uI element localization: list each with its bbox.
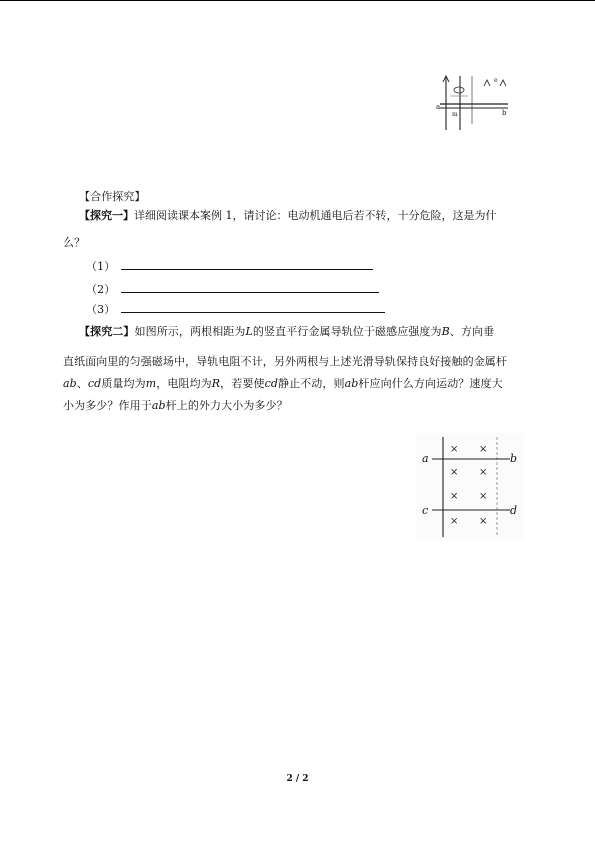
fig2-label-a: a [422,452,429,465]
fig2-label-d: d [510,504,518,517]
fig2-label-b: b [510,452,518,465]
q2-text: 如图所示，两根相距为 [134,325,246,338]
field-cross: × [479,491,488,502]
page-top-border [0,0,595,1]
q2-var-L: L [245,325,253,338]
q2-var-cd: cd [264,377,278,390]
question-1-tag: 【探究一】 [79,209,134,222]
q2-var-ab: ab [151,399,166,412]
q2-var-B: B [441,325,450,338]
q2-text: 静止不动，则 [277,377,345,390]
q2-var-R: R [211,377,221,390]
question-2-line3 [63,375,503,391]
question-1-text-line1: 详细阅读课本案例 1，请讨论：电动机通电后若不转，十分危险，这是为什 [134,209,497,222]
question-2-line4 [63,397,288,413]
page-number: 2 / 2 [286,774,309,784]
fig1-label-m: m [452,111,458,118]
q2-text: 小为多少？作用于 [63,399,152,412]
fig1-label-a: a [436,103,441,111]
question-1-text-line2: 么？ [63,236,86,249]
question-2-line1 [79,323,494,339]
q2-text: 质量均为 [101,377,146,390]
field-cross: × [450,467,459,478]
question-1 [63,206,533,226]
answer-label-3: （3） [86,303,116,316]
q2-var-m: m [145,377,157,390]
answer-line-2 [86,281,379,297]
q2-text: ，若要使 [220,377,265,390]
question-2-line2: 直纸面向里的匀强磁场中，导轨电阻不计，另外两根与上述光滑导轨保持良好接触的金属杆 [63,355,507,368]
answer-blank-3[interactable] [121,302,385,313]
field-cross: × [450,516,459,527]
q2-text: 杆上的外力大小为多少？ [165,399,288,412]
question-2-tag: 【探究二】 [79,325,135,338]
q2-text: 、 [76,377,88,390]
fig1-label-b: b [502,109,507,117]
answer-line-3 [86,301,385,317]
answer-blank-2[interactable] [121,282,379,293]
section-title: 【合作探究】 [79,190,146,203]
field-cross: × [479,444,488,455]
answer-line-1 [86,258,373,274]
rail-diagram-top [436,72,516,134]
q2-text: 、方向垂 [449,325,495,338]
answer-label-1: （1） [86,260,116,273]
field-cross: × [450,491,459,502]
fig1-label-e: e [494,77,498,84]
field-cross: × [479,467,488,478]
q2-var-cd: cd [87,377,102,390]
rail-field-diagram [416,433,524,539]
answer-blank-1[interactable] [121,259,373,270]
field-cross: × [450,444,459,455]
q2-var-ab: ab [344,377,359,390]
answer-label-2: （2） [86,283,116,296]
fig2-label-c: c [422,504,429,517]
q2-text: 杆应向什么方向运动？速度大 [358,377,503,390]
q2-text: ，电阻均为 [156,377,212,390]
q2-var-ab: ab [63,377,77,390]
field-cross: × [479,516,488,527]
q2-text: 的竖直平行金属导轨位于磁感应强度为 [252,325,442,338]
